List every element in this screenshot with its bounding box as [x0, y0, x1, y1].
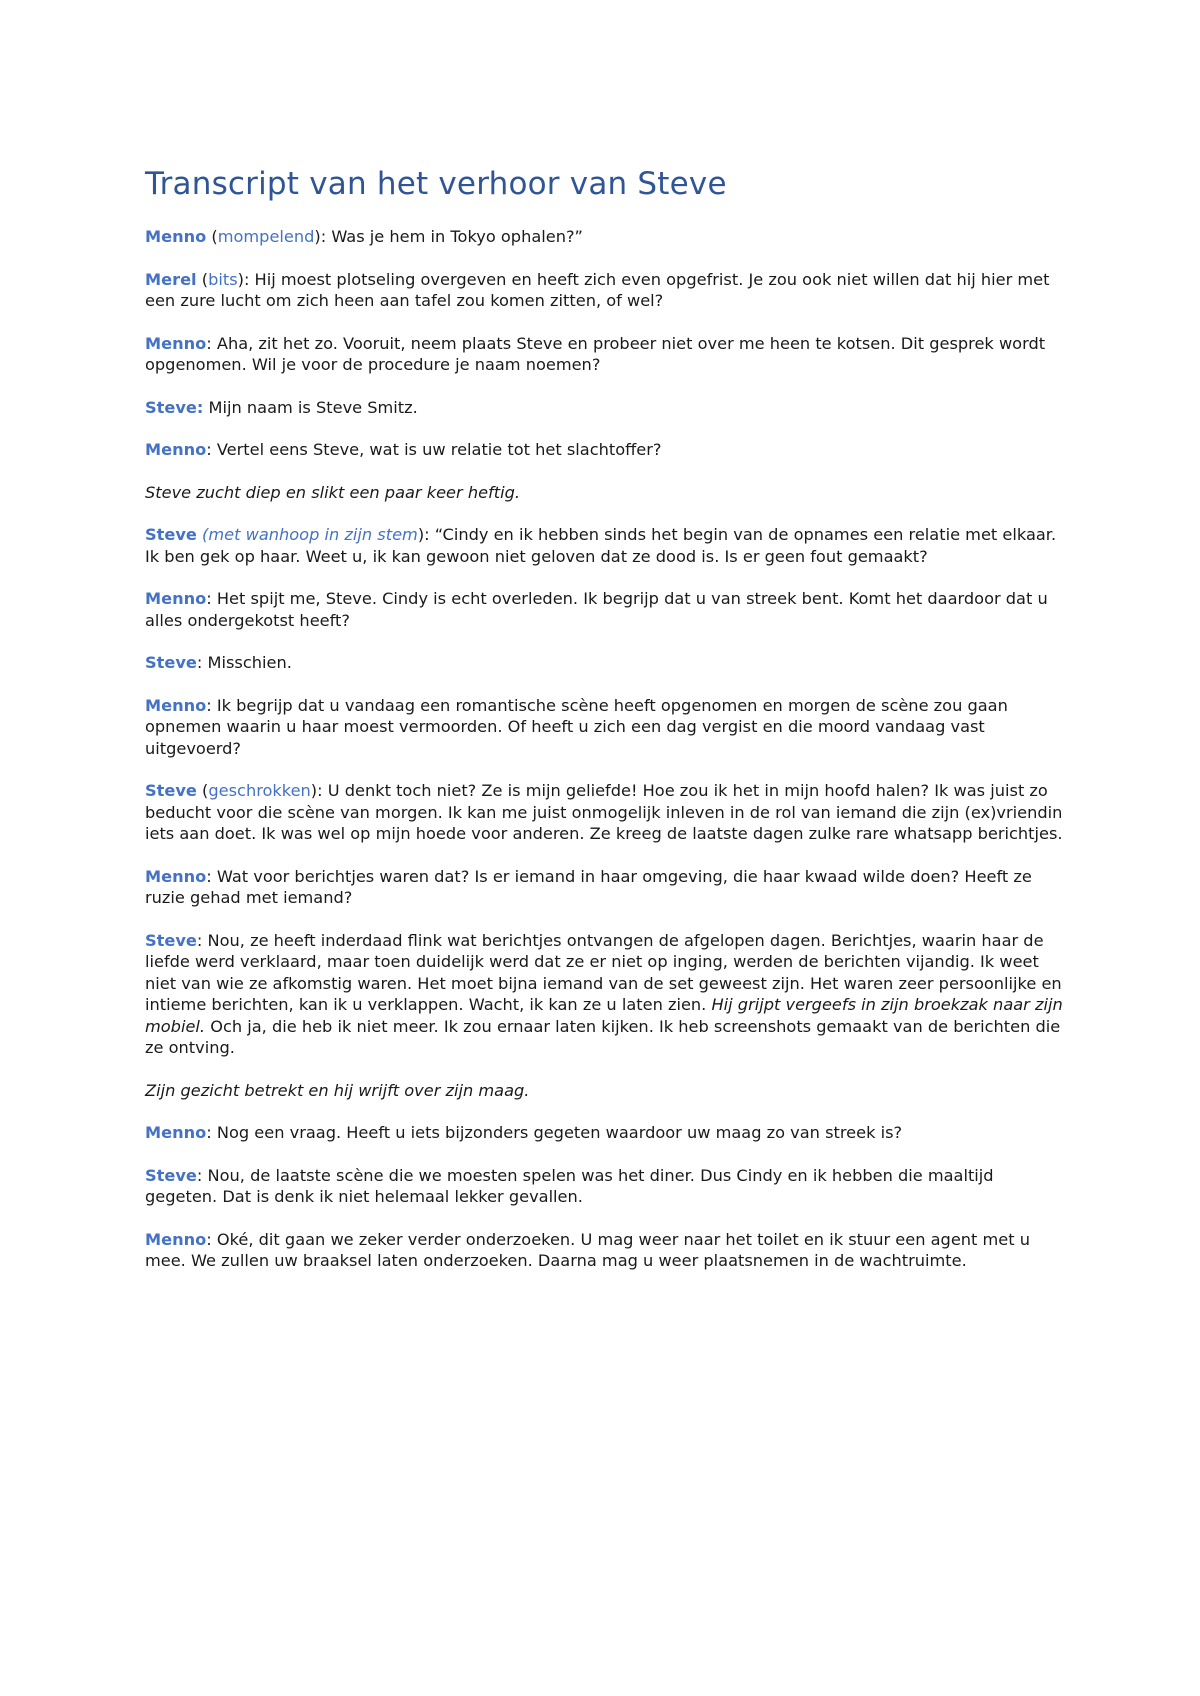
stage-note: bits [208, 269, 238, 289]
spoken-text: : Nou, ze heeft inderdaad flink wat berichtjes ontvangen de afgelopen dagen. Berichtjes, waarin haar de liefde werd verklaard, maar toen duidelijk werd dat ze er niet op inging, werden de berichten vijandig. Ik weet niet van wie ze afkomstig waren. Het moet bijna iemand van de set geweest zijn. Het waren zeer persoonlijke en intieme berichten, kan ik u verklappen. Wacht, ik kan ze u laten zien. [145, 930, 1062, 1014]
spoken-text: ): Hij moest plotseling overgeven en heeft zich even opgefrist. Je zou ook niet willen dat hij hier met een zure lucht om zich heen aan tafel zou komen zitten, of wel? [145, 269, 1050, 310]
transcript-line [145, 1122, 1070, 1144]
transcript-line [145, 652, 1070, 674]
speaker-name: Menno [145, 695, 207, 715]
transcript-line [145, 269, 1070, 312]
speaker-name: Menno [145, 589, 207, 608]
spoken-text: : Nog een vraag. Heeft u iets bijzonders gegeten waardoor uw maag zo van streek is? [206, 1123, 903, 1142]
transcript-line [145, 524, 1070, 567]
speaker-name: Steve [145, 653, 197, 672]
stage-note: met wanhoop in zijn stem [208, 525, 418, 544]
transcript-line [145, 439, 1070, 461]
spoken-text: Mijn naam is Steve Smitz. [203, 397, 418, 417]
spoken-text: : Ik begrijp dat u vandaag een romantische scène heeft opgenomen en morgen de scène zou gaan opnemen waarin u haar moest vermoorden. Of heeft u zich een dag vergist en die moord vandaag vast uitgevoerd? [145, 695, 1008, 758]
spoken-text: ): U denkt toch niet? Ze is mijn geliefde! Hoe zou ik het in mijn hoofd halen? Ik was juist zo beducht voor die scène van morgen. Ik kan me juist onmogelijk inleven in de rol van iemand die zijn (ex)vriendin iets aan doet. Ik was wel op mijn hoede voor anderen. Ze kreeg de laatste dagen zulke rare whatsapp berichtjes. [145, 781, 1063, 843]
stage-direction: Zijn gezicht betrekt en hij wrijft over zijn maag. [145, 1080, 530, 1100]
spoken-text: ): Was je hem in Tokyo ophalen?” [314, 227, 583, 246]
spoken-text: : Oké, dit gaan we zeker verder onderzoeken. U mag weer naar het toilet en ik stuur een agent met u mee. We zullen uw braaksel laten onderzoeken. Daarna mag u weer plaatsnemen in de wachtruimte. [145, 1229, 1031, 1270]
speaker-name: Steve [145, 1165, 197, 1185]
spoken-text: : Misschien. [196, 653, 292, 672]
transcript-line [145, 333, 1070, 376]
stage-note: mompelend [217, 227, 315, 246]
speaker-name: Steve: [145, 397, 204, 417]
transcript-line [145, 397, 1070, 419]
inline-stage-direction: Hij grijpt vergeefs in zijn broekzak naar zijn mobiel. [145, 995, 1063, 1036]
speaker-name: Menno [145, 866, 207, 886]
speaker-name: Menno [145, 227, 207, 246]
speaker-name: Steve [145, 525, 197, 544]
spoken-text-tail: Och ja, die heb ik niet meer. Ik zou ernaar laten kijken. Ik heb screenshots gemaakt van de berichten die ze ontving. [145, 1016, 1061, 1057]
spoken-text: : Nou, de laatste scène die we moesten spelen was het diner. Dus Cindy en ik hebben die maaltijd gegeten. Dat is denk ik niet helemaal lekker gevallen. [145, 1165, 994, 1206]
transcript-line [145, 695, 1070, 760]
speaker-name: Steve [145, 781, 197, 800]
spoken-text: : Aha, zit het zo. Vooruit, neem plaats Steve en probeer niet over me heen te kotsen. Dit gesprek wordt opgenomen. Wil je voor de procedure je naam noemen? [145, 333, 1046, 374]
speaker-name: Menno [145, 440, 207, 459]
speaker-name: Menno [145, 1229, 207, 1249]
speaker-name: Steve [145, 930, 197, 950]
spoken-text: : Het spijt me, Steve. Cindy is echt overleden. Ik begrijp dat u van streek bent. Komt het daardoor dat u alles ondergekotst heeft? [145, 589, 1048, 630]
spoken-text: : Wat voor berichtjes waren dat? Is er iemand in haar omgeving, die haar kwaad wilde doen? Heeft ze ruzie gehad met iemand? [145, 866, 1032, 907]
transcript-line [145, 930, 1070, 1059]
paren-open: ( [196, 269, 209, 289]
transcript-line [145, 1165, 1070, 1208]
transcript-line [145, 226, 1070, 248]
transcript-line [145, 866, 1070, 909]
speaker-name: Menno [145, 333, 207, 353]
stage-note: geschrokken [208, 781, 311, 800]
paren-open: ( [196, 525, 209, 544]
stage-direction: Steve zucht diep en slikt een paar keer heftig. [145, 482, 520, 502]
transcript-line [145, 588, 1070, 631]
spoken-text: : Vertel eens Steve, wat is uw relatie tot het slachtoffer? [206, 440, 662, 459]
transcript-line [145, 780, 1070, 845]
speaker-name: Merel [145, 269, 197, 289]
document-title: Transcript van het verhoor van Steve [145, 166, 727, 202]
paren-open: ( [196, 781, 209, 800]
transcript-line [145, 1229, 1070, 1272]
speaker-name: Menno [145, 1123, 207, 1142]
paren-open: ( [206, 227, 218, 246]
spoken-text: ): “Cindy en ik hebben sinds het begin van de opnames een relatie met elkaar. Ik ben gek op haar. Weet u, ik kan gewoon niet geloven dat ze dood is. Is er geen fout gemaakt? [145, 525, 1057, 566]
